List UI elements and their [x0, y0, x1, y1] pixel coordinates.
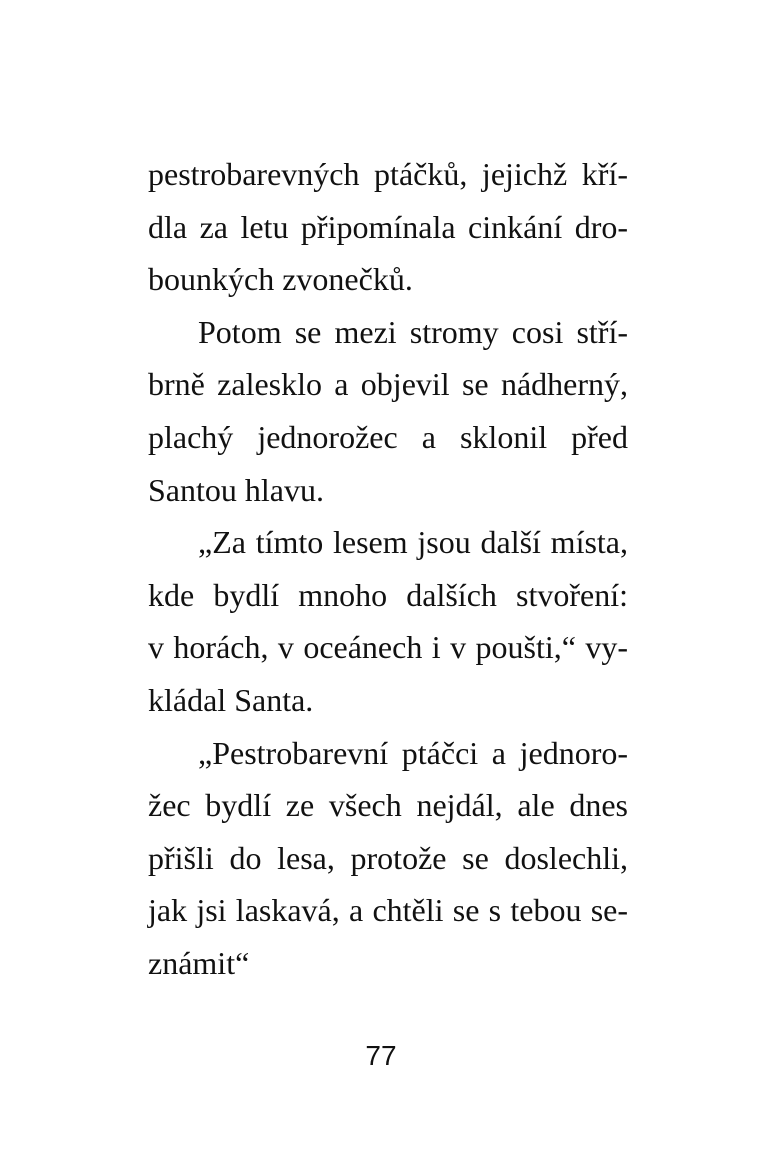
- text-line: známit“: [148, 944, 250, 981]
- text-line: žec bydlí ze všech nejdál, ale dnes: [148, 787, 628, 824]
- paragraph-4: [148, 727, 628, 990]
- paragraph-1: [148, 148, 628, 306]
- text-line: Santou hlavu.: [148, 471, 324, 508]
- paragraph-2: [148, 306, 628, 516]
- text-line: přišli do lesa, protože se doslechli,: [148, 839, 628, 876]
- text-line: Potom se mezi stromy cosi stří-: [198, 313, 628, 350]
- page-number: 77: [365, 1040, 397, 1071]
- text-line: jak jsi laskavá, a chtěli se s tebou se-: [148, 892, 628, 929]
- text-line: v horách, v oceánech i v poušti,“ vy-: [148, 629, 628, 666]
- text-line: plachý jednorožec a sklonil před: [148, 418, 628, 455]
- text-line: kládal Santa.: [148, 681, 314, 718]
- paragraph-3: [148, 516, 628, 726]
- text-line: bounkých zvonečků.: [148, 261, 413, 298]
- text-line: dla za letu připomínala cinkání dro-: [148, 208, 628, 245]
- text-line: „Pestrobarevní ptáčci a jednoro-: [198, 734, 628, 771]
- text-line: brně zalesklo a objevil se nádherný,: [148, 366, 628, 403]
- text-line: kde bydlí mnoho dalších stvoření:: [148, 576, 628, 613]
- text-line: pestrobarevných ptáčků, jejichž kří-: [148, 156, 628, 192]
- text-line: „Za tímto lesem jsou další místa,: [198, 524, 628, 561]
- book-page-text: [148, 148, 628, 990]
